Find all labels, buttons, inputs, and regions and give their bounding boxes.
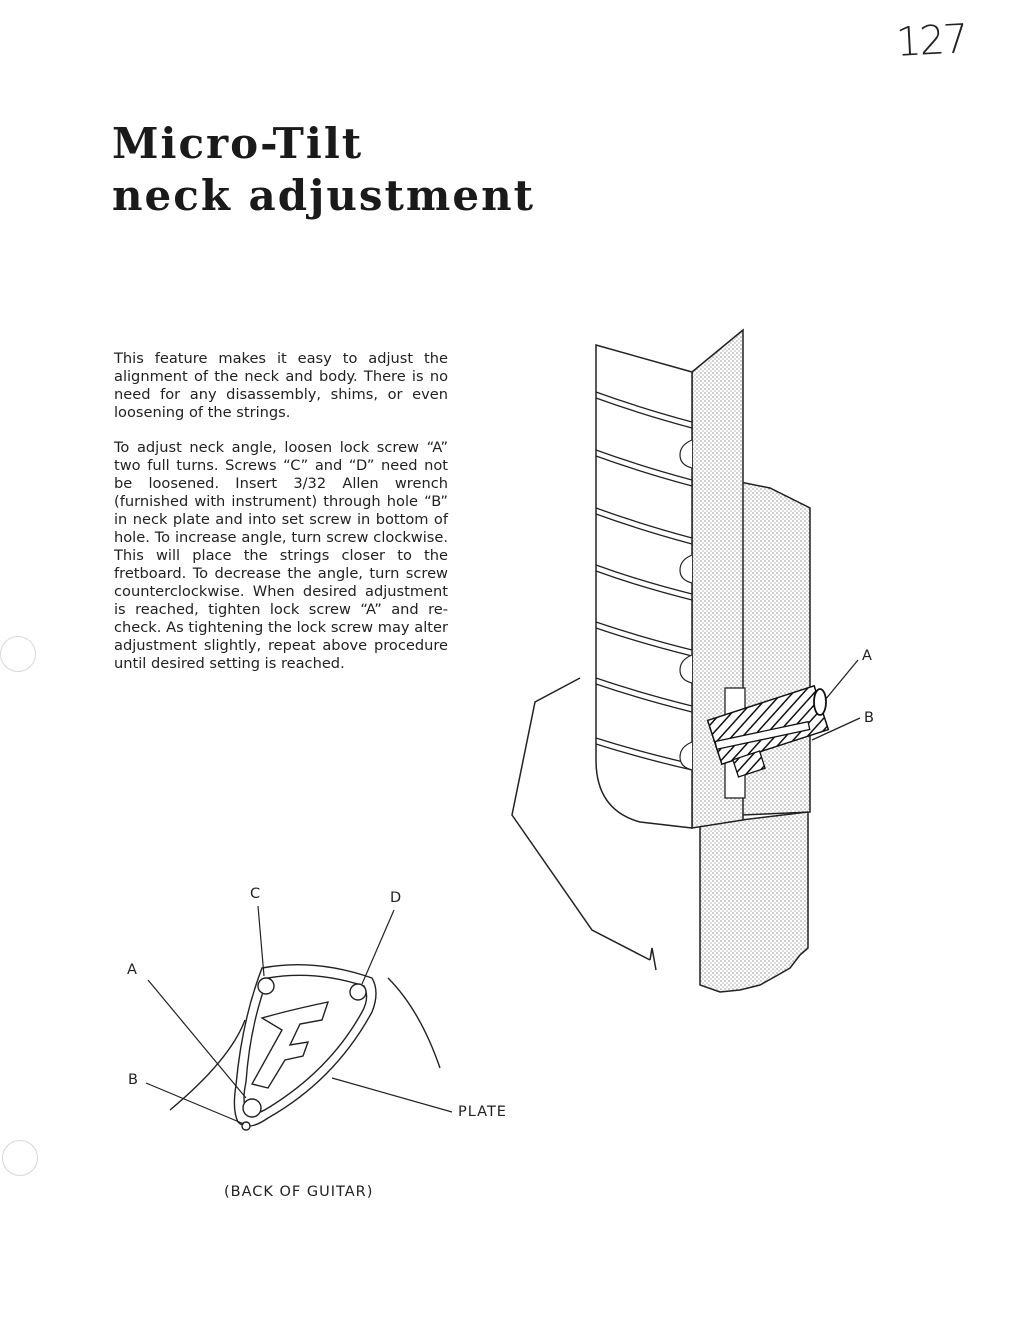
f-logo bbox=[252, 1002, 328, 1088]
plate-label-a: A bbox=[127, 962, 138, 978]
guitar-back-contour bbox=[388, 978, 440, 1068]
title-line-1: Micro-Tilt bbox=[112, 119, 364, 168]
procedure-paragraph: To adjust neck angle, loosen lock screw “A” two full turns. Screws “C” and “D” need not be loosened. Insert 3/32 Allen wrench (furnished with instrument) through hole “B” in neck plate and into set screw in bottom of hole. To increase angle, turn screw clockwise. This will place the strings closer to the fretboard. To decrease the angle, turn screw counterclockwise. When desired adjustment is reached, tighten lock screw “A” and re-check. As tightening the lock screw may alter adjustment slightly, repeat above procedure until desired setting is reached. bbox=[114, 439, 448, 672]
intro-paragraph: This feature makes it easy to adjust the alignment of the neck and body. There is no need for any disassembly, shims, or even loosening of the strings. bbox=[114, 350, 448, 421]
plate-label: PLATE bbox=[458, 1104, 507, 1120]
page-number: 127 bbox=[894, 16, 968, 66]
binder-hole bbox=[0, 636, 36, 672]
plate-label-c: C bbox=[250, 886, 262, 902]
plate-label-b: B bbox=[128, 1072, 139, 1088]
binder-hole bbox=[2, 1140, 38, 1176]
neck-label-b: B bbox=[864, 710, 875, 726]
plate-caption: (BACK OF GUITAR) bbox=[224, 1184, 374, 1200]
title-line-2: neck adjustment bbox=[112, 171, 536, 220]
neck-label-a: A bbox=[862, 648, 873, 664]
plate-label-d: D bbox=[390, 890, 403, 906]
guitar-back-contour-2 bbox=[170, 1020, 245, 1110]
